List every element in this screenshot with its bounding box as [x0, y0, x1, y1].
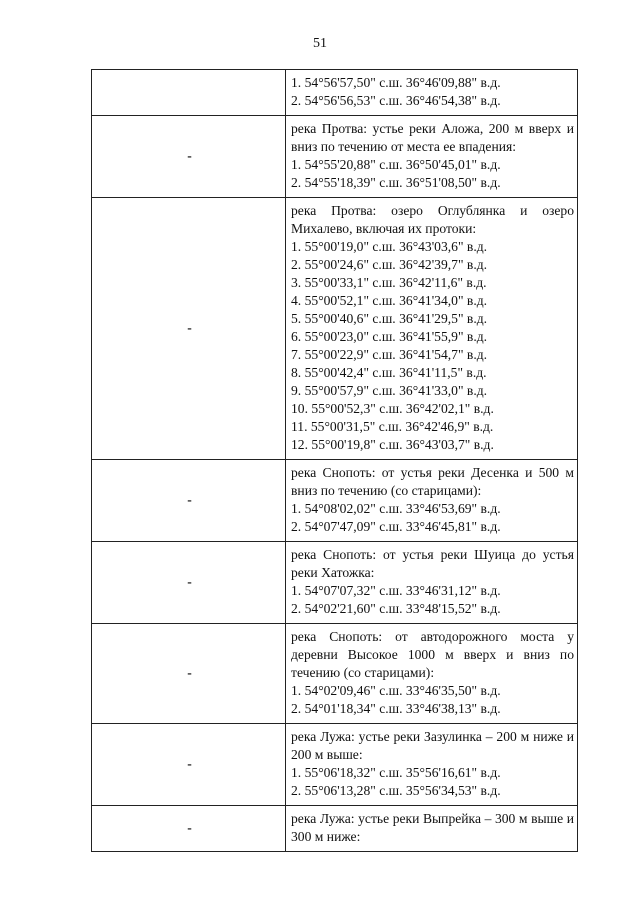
row-mark-cell: [92, 806, 286, 852]
table-row: [92, 70, 578, 116]
coordinate-point: 2. 54°02'21,60" с.ш. 33°48'15,52" в.д.: [291, 601, 501, 616]
page-number: 51: [313, 36, 327, 51]
row-description-cell: [286, 806, 578, 852]
water-body-description: река Лужа: устье реки Выпрейка – 300 м выше и 300 м ниже:: [291, 811, 574, 844]
row-mark-cell: [92, 116, 286, 198]
coordinate-point: 4. 55°00'52,1" с.ш. 36°41'34,0" в.д.: [291, 293, 488, 308]
row-mark: -: [187, 148, 192, 163]
row-description-cell: [286, 542, 578, 624]
coordinate-point: 2. 54°07'47,09" с.ш. 33°46'45,81" в.д.: [291, 519, 501, 534]
table-row: [92, 198, 578, 460]
coordinate-point: 1. 54°56'57,50" с.ш. 36°46'09,88" в.д.: [291, 75, 501, 90]
row-mark: -: [187, 320, 192, 335]
water-body-description: река Снопоть: от автодорожного моста у деревни Высокое 1000 м вверх и вниз по течению (со старицами):: [291, 629, 574, 680]
table-row: [92, 806, 578, 852]
coordinate-point: 10. 55°00'52,3" с.ш. 36°42'02,1" в.д.: [291, 401, 494, 416]
water-body-description: река Протва: озеро Оглублянка и озеро Михалево, включая их протоки:: [291, 203, 574, 236]
table-row: [92, 724, 578, 806]
coordinate-point: 1. 55°06'18,32" с.ш. 35°56'16,61" в.д.: [291, 765, 501, 780]
row-mark: -: [187, 665, 192, 680]
coordinate-point: 1. 54°02'09,46" с.ш. 33°46'35,50" в.д.: [291, 683, 501, 698]
row-description-cell: [286, 724, 578, 806]
coordinate-point: 1. 55°00'19,0" с.ш. 36°43'03,6" в.д.: [291, 239, 488, 254]
table-row: [92, 542, 578, 624]
water-body-description: река Лужа: устье реки Зазулинка – 200 м ниже и 200 м выше:: [291, 729, 574, 762]
row-description-cell: [286, 198, 578, 460]
coordinate-point: 2. 54°55'18,39" с.ш. 36°51'08,50" в.д.: [291, 175, 501, 190]
row-description-cell: [286, 624, 578, 724]
table-row: [92, 116, 578, 198]
row-mark-cell: [92, 198, 286, 460]
coordinate-point: 1. 54°07'07,32" с.ш. 33°46'31,12" в.д.: [291, 583, 501, 598]
coordinate-point: 1. 54°55'20,88" с.ш. 36°50'45,01" в.д.: [291, 157, 501, 172]
coordinate-point: 11. 55°00'31,5" с.ш. 36°42'46,9" в.д.: [291, 419, 494, 434]
table-row: [92, 624, 578, 724]
water-body-description: река Протва: устье реки Аложа, 200 м вверх и вниз по течению от места ее впадения:: [291, 121, 574, 154]
water-body-description: река Снопоть: от устья реки Десенка и 500 м вниз по течению (со старицами):: [291, 465, 574, 498]
coordinate-point: 9. 55°00'57,9" с.ш. 36°41'33,0" в.д.: [291, 383, 488, 398]
coordinate-point: 2. 55°06'13,28" с.ш. 35°56'34,53" в.д.: [291, 783, 501, 798]
coordinate-point: 6. 55°00'23,0" с.ш. 36°41'55,9" в.д.: [291, 329, 488, 344]
coordinate-point: 3. 55°00'33,1" с.ш. 36°42'11,6" в.д.: [291, 275, 487, 290]
coordinate-point: 8. 55°00'42,4" с.ш. 36°41'11,5" в.д.: [291, 365, 487, 380]
row-mark: -: [187, 756, 192, 771]
coordinate-point: 2. 54°56'56,53" с.ш. 36°46'54,38" в.д.: [291, 93, 501, 108]
row-mark-cell: [92, 624, 286, 724]
row-mark-cell: [92, 542, 286, 624]
row-mark-cell: [92, 70, 286, 116]
row-mark-cell: [92, 724, 286, 806]
coordinate-point: 12. 55°00'19,8" с.ш. 36°43'03,7" в.д.: [291, 437, 494, 452]
coordinate-point: 7. 55°00'22,9" с.ш. 36°41'54,7" в.д.: [291, 347, 488, 362]
water-body-description: река Снопоть: от устья реки Шуица до устья реки Хатожка:: [291, 547, 574, 580]
row-mark: -: [187, 492, 192, 507]
row-description-cell: [286, 460, 578, 542]
coordinate-point: 2. 55°00'24,6" с.ш. 36°42'39,7" в.д.: [291, 257, 488, 272]
row-mark: -: [187, 574, 192, 589]
coordinate-point: 2. 54°01'18,34" с.ш. 33°46'38,13" в.д.: [291, 701, 501, 716]
coordinate-point: 1. 54°08'02,02" с.ш. 33°46'53,69" в.д.: [291, 501, 501, 516]
row-mark: -: [187, 820, 192, 835]
table-row: [92, 460, 578, 542]
coordinate-point: 5. 55°00'40,6" с.ш. 36°41'29,5" в.д.: [291, 311, 488, 326]
row-description-cell: [286, 116, 578, 198]
row-mark-cell: [92, 460, 286, 542]
row-description-cell: [286, 70, 578, 116]
document-table: [91, 69, 578, 852]
